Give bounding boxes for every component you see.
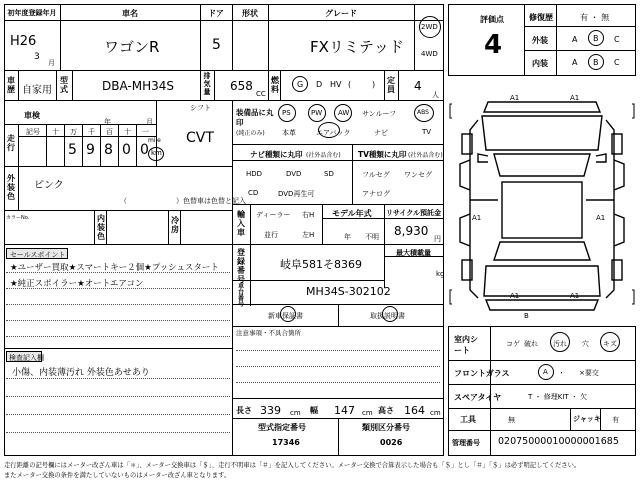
- digit-1: 5: [68, 142, 77, 158]
- interior-label: 内装: [532, 59, 548, 68]
- dmg-a1-door-right: A1: [596, 214, 606, 222]
- first-reg-year: H26: [10, 34, 37, 49]
- mgmt-value: 02075000010000001685: [498, 436, 619, 447]
- model-value: DBA-MH34S: [102, 79, 175, 93]
- color-note: （ ）色替車は色替と記入: [120, 197, 246, 205]
- dmg-a1-rear-left: A1: [510, 292, 520, 300]
- chassis-value: MH34S-302102: [306, 285, 391, 298]
- navi-hdd: HDD: [246, 170, 263, 178]
- first-reg-month: 3: [34, 52, 40, 62]
- place-1: 十: [52, 128, 59, 136]
- navi-dvd-play: DVD再生可: [278, 190, 315, 198]
- fuel-close: ): [372, 80, 376, 89]
- footer-line-1: 走行距離の記号欄にはメーター改ざん車は「＊」、メーター交換車は「＄」、走行不明車は「＃」を記入してください。メーター交換で合算表示した場合も「＄」とし「＃」「＄」は必ず明記してください。: [4, 462, 581, 469]
- place-5: 十: [124, 128, 131, 136]
- tv-sub: (社外品含む): [408, 152, 443, 159]
- seat-burn: コゲ: [506, 340, 520, 348]
- dmg-a1-front-left: A1: [510, 94, 520, 102]
- capacity-label: 定員: [387, 76, 395, 94]
- ext-grade-b: B: [593, 34, 599, 43]
- use-label: 車歴: [7, 76, 15, 94]
- front-glass-note: ・ ×要交: [558, 369, 599, 377]
- month-unit: 月: [48, 59, 55, 67]
- new-warranty: 新車保証書: [268, 312, 303, 320]
- chassis-label: 車台番号: [237, 283, 244, 308]
- digit-5: 0: [140, 142, 149, 158]
- displacement-label: 排気量: [203, 72, 211, 96]
- drive-2wd: 2WD: [421, 23, 438, 31]
- place-symbol: 記号: [26, 128, 40, 136]
- door-label: ドア: [208, 9, 224, 18]
- fuel-open: (: [348, 80, 352, 89]
- manual: 取扱説明書: [370, 312, 405, 320]
- class-no-value: 0026: [380, 438, 403, 447]
- grade-label: グレード: [325, 9, 357, 18]
- shift-label: シフト: [190, 104, 211, 112]
- dmg-a1-rear-right: A1: [570, 292, 580, 300]
- tv-oneseg: ワンセグ: [404, 171, 432, 179]
- car-name-label: 車名: [122, 9, 138, 18]
- spare-options: T ・ 修理KIT ・ 欠: [528, 393, 588, 401]
- jack-label: ジャッキ: [573, 415, 601, 423]
- dmg-b-rear: B: [524, 312, 529, 320]
- dmg-a1-front-right: A1: [570, 94, 580, 102]
- inspection-year: 年: [104, 118, 111, 126]
- sales-line-1: ★ユーザー買取★スマートキー２個★プッシュスタート: [10, 263, 219, 273]
- seat-scratch: キズ: [603, 340, 617, 348]
- first-reg-label: 初年度登録年月: [7, 9, 57, 17]
- int-grade-c: C: [614, 58, 620, 67]
- import-label: 輸入車: [237, 210, 245, 237]
- color-label: 外装色: [7, 174, 15, 201]
- equip-pw: PW: [311, 109, 323, 117]
- equip-airbag: エアバック: [316, 129, 351, 137]
- mgmt-label: 管理番号: [452, 439, 480, 447]
- tv-fullseg: フルセグ: [362, 171, 390, 179]
- interior-color-label: 内装色: [97, 214, 105, 241]
- sales-label: セールスポイント: [10, 251, 66, 259]
- inspector-label: 検査記入欄: [9, 354, 44, 362]
- model-year-value: 年 不明: [344, 233, 379, 241]
- tv-label: TV種類に丸印: [358, 150, 407, 159]
- score: 4: [484, 30, 503, 60]
- score-label: 評価点: [480, 15, 504, 24]
- width-value: 147: [334, 404, 355, 417]
- unit-km: km: [151, 149, 162, 157]
- place-2: 万: [70, 128, 77, 136]
- registration-value: 岐阜581そ8369: [280, 258, 362, 271]
- car-damage-diagram: [448, 90, 636, 320]
- equip-abs: ABS: [417, 109, 429, 116]
- displacement-value: 658: [230, 79, 253, 93]
- jack-value: 有: [612, 416, 619, 424]
- import-parallel: 並行: [264, 231, 278, 239]
- dmg-a1-door-left: A1: [472, 214, 482, 222]
- max-load-label: 最大積載量: [396, 249, 431, 257]
- fuel-g: G: [297, 80, 304, 89]
- length-value: 339: [260, 404, 281, 417]
- footer-line-2: またメーター交換の条件を満たしていないものはメーター改ざん車となります。: [4, 472, 231, 479]
- navi-sub: (社外品含む): [306, 152, 341, 159]
- equip-label: 装備品に丸印: [236, 108, 274, 127]
- grade: FXリミテッド: [310, 38, 404, 56]
- car-name: ワゴンR: [104, 38, 160, 56]
- repair-options: 有 ・ 無: [580, 13, 610, 22]
- recycle-value: 8,930: [394, 224, 429, 238]
- width-label: 幅: [310, 406, 318, 415]
- capacity-unit: 人: [432, 91, 439, 99]
- type-no-label: 型式指定番号: [258, 423, 306, 432]
- fuel-hv: HV: [330, 80, 342, 89]
- equip-aw: AW: [338, 109, 350, 117]
- length-unit: cm: [290, 409, 301, 417]
- height-unit: cm: [430, 409, 441, 417]
- equip-navi: ナビ: [374, 129, 388, 137]
- ext-grade-c: C: [614, 35, 620, 44]
- sheet-border: [4, 4, 444, 456]
- unit-mile: mile: [148, 137, 161, 144]
- navi-label: ナビ種類に丸印: [250, 150, 303, 159]
- fuel-label: 燃料: [271, 76, 279, 94]
- seat-label: 室内シート: [454, 335, 478, 355]
- drive-4wd: 4WD: [421, 50, 438, 58]
- shift-value: CVT: [186, 130, 214, 146]
- class-no-label: 類別区分番号: [362, 423, 410, 432]
- place-6: 一: [142, 128, 149, 136]
- place-3: 千: [88, 128, 95, 136]
- length-label: 長さ: [236, 406, 252, 415]
- equip-tv: TV: [422, 128, 432, 136]
- place-4: 百: [106, 128, 113, 136]
- front-glass-label: フロントガラス: [454, 369, 510, 378]
- doors: 5: [212, 37, 221, 53]
- exterior-label: 外装: [532, 36, 548, 45]
- digit-3: 8: [104, 142, 113, 158]
- navi-cd: CD: [248, 189, 259, 197]
- tools-value: 無: [508, 416, 515, 424]
- import-left: 左H: [302, 231, 315, 239]
- recycle-label: リサイクル預託金: [386, 209, 442, 217]
- shape-label: 形状: [242, 9, 258, 18]
- inspection-label: 車検: [24, 111, 40, 120]
- sales-line-2: ★純正スポイラー★オートエアコン: [10, 279, 144, 289]
- import-right: 右H: [302, 211, 315, 219]
- use-value: 自家用: [22, 85, 52, 96]
- color-no-label: カラーNo.: [6, 215, 30, 221]
- color-value: ピンク: [34, 180, 64, 191]
- equip-ps: PS: [282, 109, 291, 117]
- front-glass-a: A: [543, 368, 548, 376]
- capacity-value: 4: [414, 79, 422, 93]
- ext-grade-a: A: [572, 35, 578, 44]
- navi-sd: SD: [324, 170, 334, 178]
- height-label: 高さ: [378, 406, 394, 415]
- tap-label: 冷房: [171, 216, 179, 234]
- int-grade-b: B: [593, 58, 599, 67]
- width-unit: cm: [362, 409, 373, 417]
- equip-leather: 本革: [282, 129, 296, 137]
- spare-label: スペアタイヤ: [454, 393, 502, 402]
- model-year-label: モデル年式: [332, 209, 372, 218]
- seat-hole: 穴: [582, 340, 589, 348]
- int-grade-a: A: [572, 58, 578, 67]
- recycle-yen: 円: [434, 235, 441, 243]
- max-load-unit: kg: [436, 270, 445, 278]
- tv-analog: アナログ: [362, 190, 390, 198]
- digit-4: 0: [122, 142, 131, 158]
- navi-dvd: DVD: [286, 170, 302, 178]
- repair-label: 修復歴: [529, 13, 553, 22]
- equip-sub: (純正のみ): [236, 130, 265, 137]
- height-value: 164: [404, 404, 425, 417]
- fuel-d: D: [316, 80, 323, 89]
- cc-unit: CC: [256, 90, 266, 98]
- type-no-value: 17346: [272, 438, 300, 447]
- inspection-month: 月: [146, 118, 153, 126]
- tools-label: 工具: [460, 415, 476, 424]
- notes-label: 注意事項・不具合箇所: [236, 329, 301, 337]
- digit-2: 9: [86, 142, 95, 158]
- registration-label: 登録番号: [237, 248, 245, 284]
- seat-tear: 破れ: [524, 340, 538, 348]
- run-label: 走行: [7, 134, 15, 152]
- equip-sunroof: サンルーフ: [362, 110, 397, 118]
- inspector-line-1: 小傷、内装薄汚れ 外装色あせあり: [12, 368, 150, 378]
- seat-dirt: 汚れ: [553, 340, 567, 348]
- import-dealer: ディーラー: [256, 211, 291, 219]
- model-label: 型式: [60, 76, 68, 94]
